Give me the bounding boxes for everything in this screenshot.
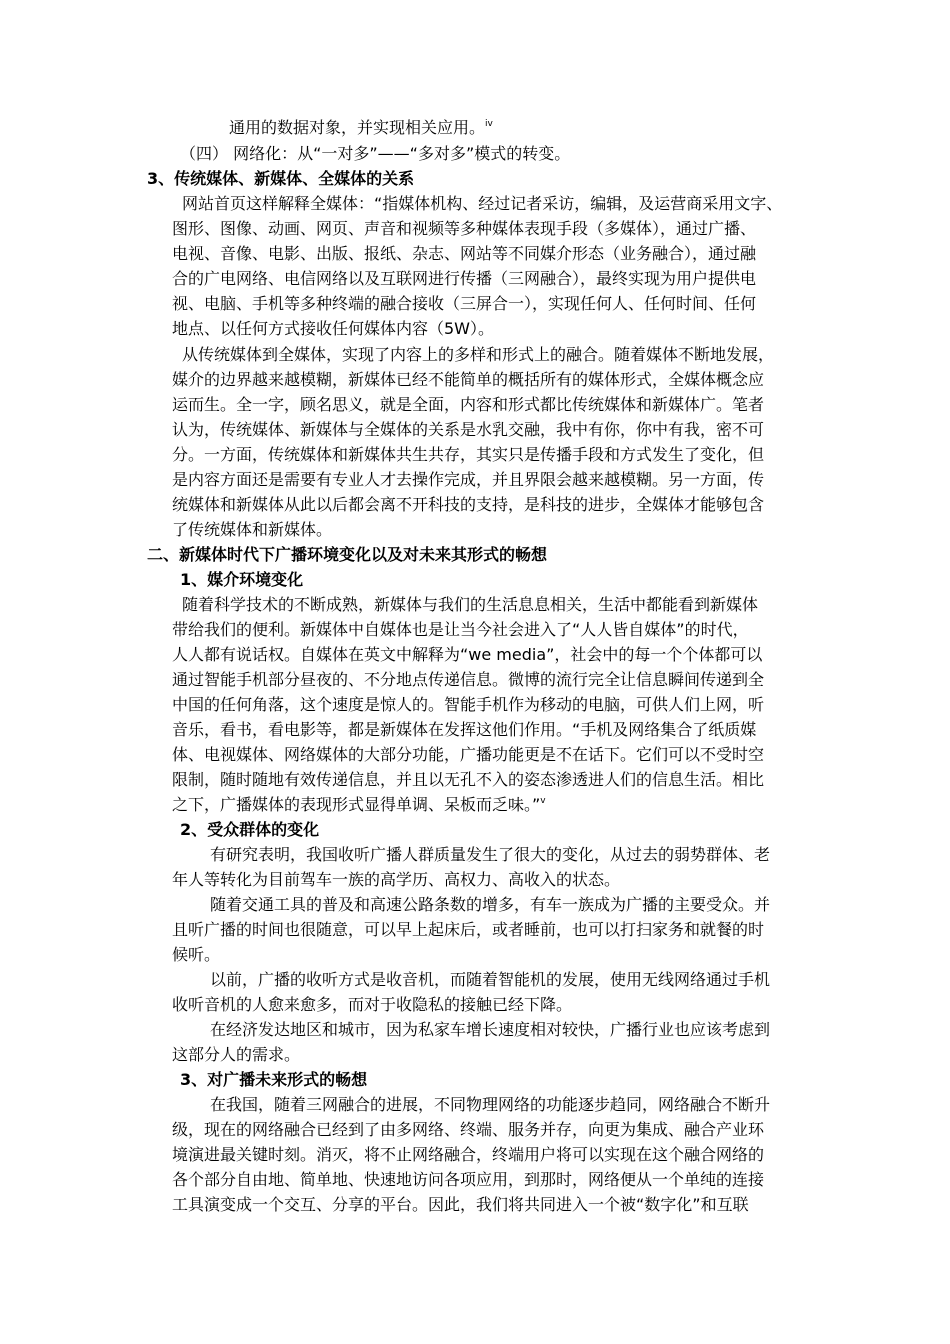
paragraph-line: 视、电脑、手机等多种终端的融合接收（三屏合一），实现任何人、任何时间、任何 xyxy=(172,294,757,313)
paragraph-line: 工具演变成一个交互、分享的平台。因此，我们将共同进入一个被“数字化”和互联 xyxy=(172,1195,749,1214)
paragraph-line: 了传统媒体和新媒体。 xyxy=(172,520,333,539)
paragraph-line: 电视、音像、电影、出版、报纸、杂志、网站等不同媒介形态（业务融合），通过融 xyxy=(172,244,757,263)
paragraph-line xyxy=(229,116,493,140)
paragraph-line: 地点、以任何方式接收任何媒体内容（5W）。 xyxy=(172,319,495,338)
paragraph-line: 网站首页这样解释全媒体：“指媒体机构、经过记者采访，编辑，及运营商采用文字、 xyxy=(182,194,783,213)
chapter-heading: 二、新媒体时代下广播环境变化以及对未来其形式的畅想 xyxy=(147,545,548,564)
paragraph-line: 带给我们的便利。新媒体中自媒体也是让当今社会进入了“人人皆自媒体”的时代， xyxy=(172,620,749,639)
paragraph-line: 境演进最关键时刻。消灭，将不止网络融合，终端用户将可以实现在这个融合网络的 xyxy=(172,1145,765,1164)
section-heading: 2、受众群体的变化 xyxy=(180,820,320,839)
paragraph-line: 年人等转化为目前驾车一族的高学历、高权力、高收入的状态。 xyxy=(172,870,621,889)
paragraph-line: 媒介的边界越来越模糊，新媒体已经不能简单的概括所有的媒体形式，全媒体概念应 xyxy=(172,370,765,389)
line-text: 通用的数据对象，并实现相关应用。 xyxy=(229,118,486,137)
endnote-ref[interactable]: v xyxy=(540,796,546,806)
list-item-heading: （四） 网络化：从“一对多”——“多对多”模式的转变。 xyxy=(180,144,571,163)
section-heading: 3、传统媒体、新媒体、全媒体的关系 xyxy=(147,169,415,188)
paragraph-line: 各个部分自由地、简单地、快速地访问各项应用，到那时，网络便从一个单纯的连接 xyxy=(172,1170,765,1189)
paragraph-line: 分。一方面，传统媒体和新媒体共生共存，其实只是传播手段和方式发生了变化，但 xyxy=(172,445,765,464)
section-heading: 3、对广播未来形式的畅想 xyxy=(180,1070,368,1089)
paragraph-line: 体、电视媒体、网络媒体的大部分功能，广播功能更是不在话下。它们可以不受时空 xyxy=(172,745,765,764)
paragraph-line: 人人都有说话权。自媒体在英文中解释为“we media”，社会中的每一个个体都可以 xyxy=(172,645,763,664)
paragraph-line: 中国的任何角落，这个速度是惊人的。智能手机作为移动的电脑，可供人们上网，听 xyxy=(172,695,765,714)
paragraph-line: 且听广播的时间也很随意，可以早上起床后，或者睡前，也可以打扫家务和就餐的时 xyxy=(172,920,765,939)
paragraph-line: 音乐，看书，看电影等，都是新媒体在发挥这他们作用。“手机及网络集合了纸质媒 xyxy=(172,720,757,739)
paragraph-line: 收听音机的人愈来愈多，而对于收隐私的接触已经下降。 xyxy=(172,995,573,1014)
paragraph-line: 是内容方面还是需要有专业人才去操作完成，并且界限会越来越模糊。另一方面，传 xyxy=(172,470,765,489)
paragraph-line: 图形、图像、动画、网页、声音和视频等多种媒体表现手段（多媒体），通过广播、 xyxy=(172,219,757,238)
line-text: 之下，广播媒体的表现形式显得单调、呆板而乏味。” xyxy=(172,795,541,814)
section-heading: 1、媒介环境变化 xyxy=(180,570,304,589)
paragraph-line: 在我国，随着三网融合的进展，不同物理网络的功能逐步趋同，网络融合不断升 xyxy=(210,1095,771,1114)
paragraph-line: 认为，传统媒体、新媒体与全媒体的关系是水乳交融，我中有你，你中有我，密不可 xyxy=(172,420,765,439)
paragraph-line: 这部分人的需求。 xyxy=(172,1045,301,1064)
paragraph-line: 限制，随时随地有效传递信息，并且以无孔不入的姿态渗透进人们的信息生活。相比 xyxy=(172,770,765,789)
endnote-ref[interactable]: iv xyxy=(485,119,493,129)
paragraph-line: 随着科学技术的不断成熟，新媒体与我们的生活息息相关，生活中都能看到新媒体 xyxy=(182,595,759,614)
paragraph-line xyxy=(172,793,546,817)
paragraph-line: 级，现在的网络融合已经到了由多网络、终端、服务并存，向更为集成、融合产业环 xyxy=(172,1120,765,1139)
paragraph-line: 候听。 xyxy=(172,945,221,964)
paragraph-line: 从传统媒体到全媒体，实现了内容上的多样和形式上的融合。随着媒体不断地发展， xyxy=(182,345,775,364)
paragraph-line: 在经济发达地区和城市，因为私家车增长速度相对较快，广播行业也应该考虑到 xyxy=(210,1020,771,1039)
paragraph-line: 合的广电网络、电信网络以及互联网进行传播（三网融合），最终实现为用户提供电 xyxy=(172,269,757,288)
paragraph-line: 有研究表明，我国收听广播人群质量发生了很大的变化，从过去的弱势群体、老 xyxy=(210,845,771,864)
paragraph-line: 以前，广播的收听方式是收音机，而随着智能机的发展，使用无线网络通过手机 xyxy=(210,970,771,989)
paragraph-line: 随着交通工具的普及和高速公路条数的增多，有车一族成为广播的主要受众。并 xyxy=(210,895,771,914)
paragraph-line: 运而生。全一字，顾名思义，就是全面，内容和形式都比传统媒体和新媒体广。笔者 xyxy=(172,395,765,414)
paragraph-line: 统媒体和新媒体从此以后都会离不开科技的支持，是科技的进步，全媒体才能够包含 xyxy=(172,495,765,514)
paragraph-line: 通过智能手机部分昼夜的、不分地点传递信息。微博的流行完全让信息瞬间传递到全 xyxy=(172,670,765,689)
